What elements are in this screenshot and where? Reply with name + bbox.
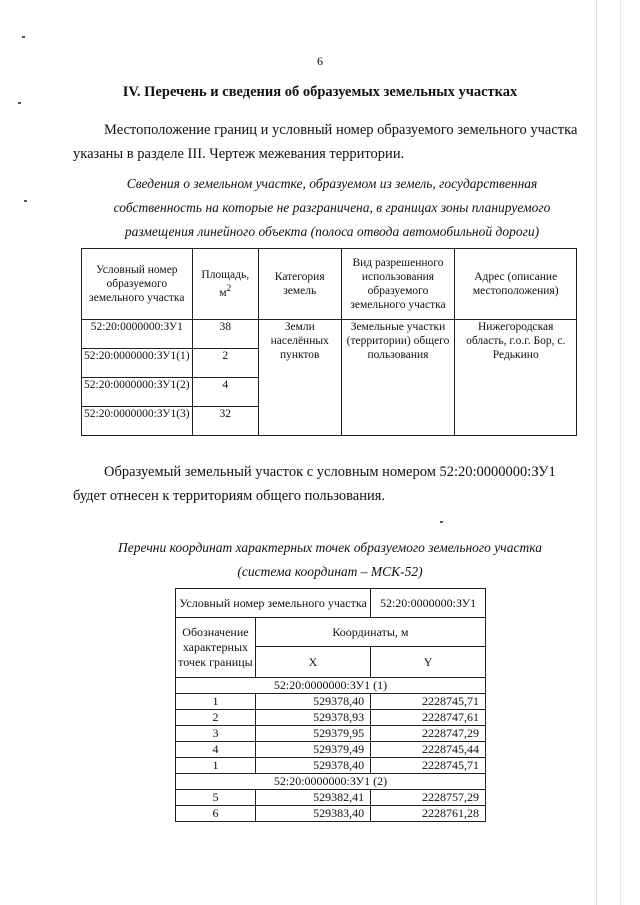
intro-paragraph: [104, 118, 590, 142]
section-title-row: [176, 678, 486, 694]
table-row: [176, 758, 486, 774]
points-label-cell: Обозначение характерных точек границы: [176, 618, 256, 678]
row-area: 32: [192, 407, 258, 436]
point-cell: 1: [176, 694, 256, 710]
point-cell: 4: [176, 742, 256, 758]
y-cell: 2228747,61: [371, 710, 486, 726]
point-cell: 3: [176, 726, 256, 742]
y-cell: 2228757,29: [371, 790, 486, 806]
coords-header-row: [176, 618, 486, 647]
coords-table: [175, 588, 486, 822]
scan-speck: [22, 36, 25, 38]
land-table: [81, 248, 577, 436]
point-cell: 1: [176, 758, 256, 774]
number-label-cell: Условный номер земельного участка: [176, 589, 371, 618]
table-row: [176, 694, 486, 710]
section-title-cell: 52:20:0000000:ЗУ1 (1): [176, 678, 486, 694]
header-area: Площадь, $м^2$: [192, 249, 258, 320]
x-cell: 529379,49: [255, 742, 370, 758]
table-row: [82, 320, 577, 349]
y-cell: 2228745,44: [371, 742, 486, 758]
table-row: [176, 742, 486, 758]
section-heading: IV. Перечень и сведения об образуемых земельных участках: [122, 84, 518, 100]
header-number: Условный номер образуемого земельного участка: [82, 249, 193, 320]
row-area: 2: [192, 349, 258, 378]
y-cell: 2228747,29: [371, 726, 486, 742]
intro-line-1: Местоположение границ и условный номер образуемого земельного участка: [104, 122, 578, 138]
section-title-row: [176, 774, 486, 790]
land-info-title-line-2: собственность на которые не разграничена, в границах зоны планируемого: [113, 200, 551, 215]
use-cell: Земельные участки (территории) общего пользования: [341, 320, 455, 436]
x-cell: 529378,40: [255, 694, 370, 710]
category-cell: Земли населённых пунктов: [258, 320, 341, 436]
land-info-title-line-1: Сведения о земельном участке, образуемом из земель, государственная: [126, 176, 538, 191]
scan-speck: [24, 200, 27, 202]
point-cell: 2: [176, 710, 256, 726]
scan-speck: [18, 102, 21, 104]
table-row: [176, 710, 486, 726]
x-cell: 529379,95: [255, 726, 370, 742]
header-category: Категория земель: [258, 249, 341, 320]
x-cell: 529383,40: [255, 806, 370, 822]
section-title-cell: 52:20:0000000:ЗУ1 (2): [176, 774, 486, 790]
number-value-cell: 52:20:0000000:ЗУ1: [371, 589, 486, 618]
y-cell: 2228745,71: [371, 758, 486, 774]
row-number: 52:20:0000000:ЗУ1(3): [82, 407, 193, 436]
land-info-title-line-3: размещения линейного объекта (полоса отвода автомобильной дороги): [124, 224, 540, 239]
land-table-header-row: [82, 249, 577, 320]
row-number: 52:20:0000000:ЗУ1(2): [82, 378, 193, 407]
coords-title-line-1: Перечни координат характерных точек образуемого земельного участка: [118, 540, 542, 555]
intro-line-2: указаны в разделе III. Чертеж межевания территории.: [73, 146, 405, 162]
public-paragraph-line-2: будет отнесен к территориям общего пользования.: [73, 488, 386, 504]
row-area: 4: [192, 378, 258, 407]
coords-number-row: [176, 589, 486, 618]
x-cell: 529378,93: [255, 710, 370, 726]
land-info-title: [92, 172, 572, 244]
row-area: 38: [192, 320, 258, 349]
coords-title-line-2: (система координат – МСК-52): [237, 564, 423, 579]
page-number: 6: [317, 54, 323, 68]
header-use: Вид разрешенного использования образуемого земельного участка: [341, 249, 455, 320]
point-cell: 6: [176, 806, 256, 822]
table-row: [176, 806, 486, 822]
header-address: Адрес (описание местоположения): [455, 249, 577, 320]
x-cell: 529378,40: [255, 758, 370, 774]
scan-speck: [440, 521, 443, 523]
row-number: 52:20:0000000:ЗУ1: [82, 320, 193, 349]
y-cell: 2228761,28: [371, 806, 486, 822]
scan-edge-line: [596, 0, 597, 905]
address-cell: Нижегородская область, г.о.г. Бор, с. Редькино: [455, 320, 577, 436]
coords-label-cell: Координаты, м: [255, 618, 485, 647]
point-cell: 5: [176, 790, 256, 806]
y-label-cell: Y: [371, 647, 486, 678]
x-label-cell: X: [255, 647, 370, 678]
row-number: 52:20:0000000:ЗУ1(1): [82, 349, 193, 378]
x-cell: 529382,41: [255, 790, 370, 806]
scan-edge-line: [620, 0, 621, 905]
coords-title: [80, 536, 580, 584]
table-row: [176, 790, 486, 806]
y-cell: 2228745,71: [371, 694, 486, 710]
public-paragraph-line-1: Образуемый земельный участок с условным номером 52:20:0000000:ЗУ1: [104, 464, 556, 480]
table-row: [176, 726, 486, 742]
